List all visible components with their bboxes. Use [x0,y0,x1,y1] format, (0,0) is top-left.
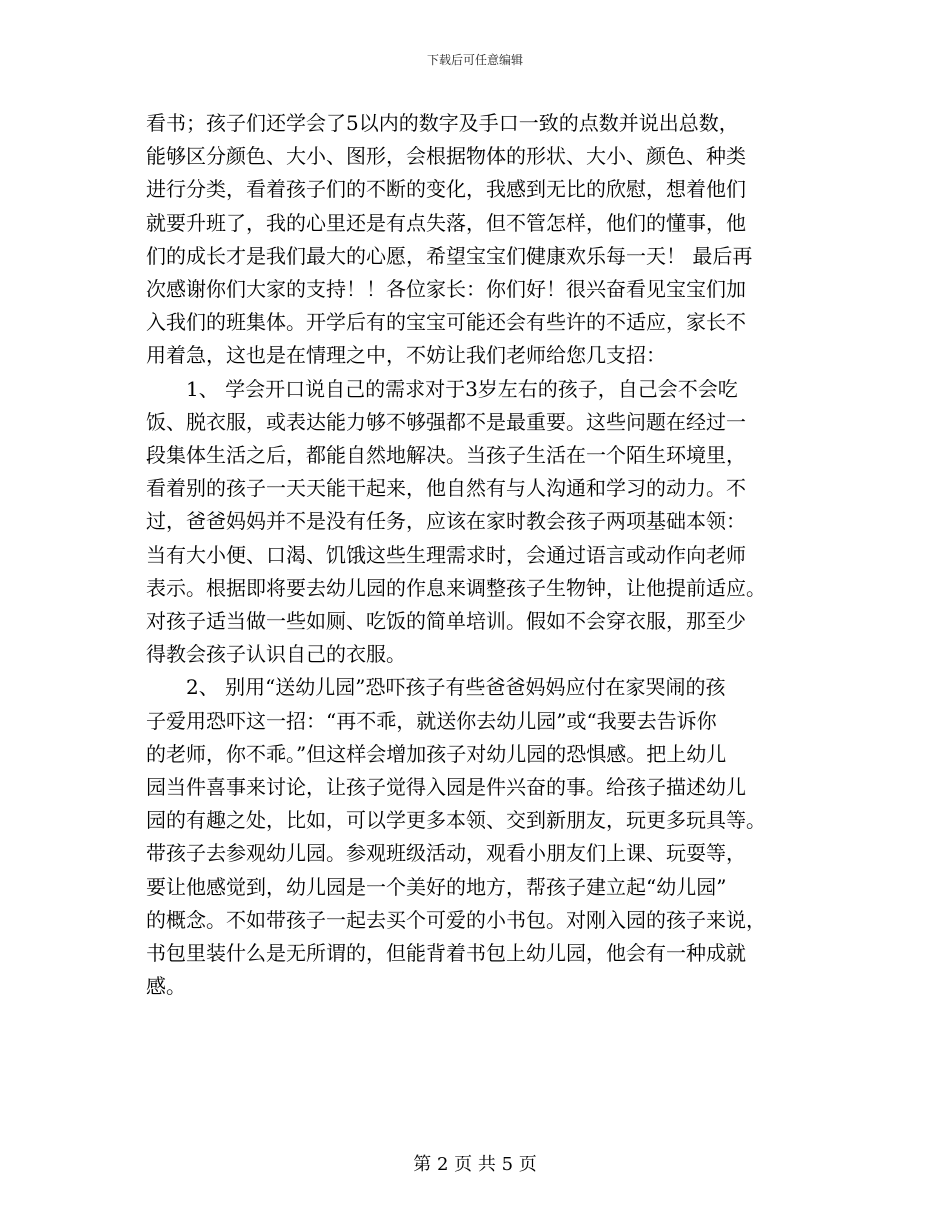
body-line: 子爱用恐吓这一招：“再不乖，就送你去幼儿园”或“我要去告诉你 [146,708,717,733]
body-line: 段集体生活之后，都能自然地解决。当孩子生活在一个陌生环境里， [146,443,746,468]
body-line: 的概念。不如带孩子一起去买个可爱的小书包。对刚入园的孩子来说， [146,907,766,932]
page-header-note: 下载后可任意编辑 [426,53,523,67]
body-line: 当有大小便、口渴、饥饿这些生理需求时，会通过语言或动作向老师 [146,542,746,567]
body-line: 带孩子去参观幼儿园。参观班级活动，观看小朋友们上课、玩耍等， [146,841,746,866]
body-line: 次感谢你们大家的支持！！各位家长：你们好！很兴奋看见宝宝们加 [146,277,746,302]
body-line: 的老师，你不乖。”但这样会增加孩子对幼儿园的恐惧感。把上幼儿 [146,741,727,766]
body-line: 感。 [146,974,186,999]
body-line: 们的成长才是我们最大的心愿，希望宝宝们健康欢乐每一天！ 最后再 [146,243,753,268]
body-line: 看着别的孩子一天天能干起来，他自然有与人沟通和学习的动力。不 [146,476,746,501]
body-line: 就要升班了，我的心里还是有点失落，但不管怎样，他们的懂事，他 [146,210,746,235]
body-line: 进行分类，看着孩子们的不断的变化，我感到无比的欣慰，想着他们 [146,177,746,202]
body-line: 用着急，这也是在情理之中，不妨让我们老师给您几支招： [146,343,666,368]
page-number: 第 2 页 共 5 页 [413,1154,537,1175]
body-line: 要让他感觉到，幼儿园是一个美好的地方，帮孩子建立起“幼儿园” [146,874,727,899]
body-line: 能够区分颜色、大小、图形，会根据物体的形状、大小、颜色、种类 [146,144,746,169]
body-line: 园的有趣之处，比如，可以学更多本领、交到新朋友，玩更多玩具等。 [146,808,766,833]
body-line: 对孩子适当做一些如厕、吃饭的简单培训。假如不会穿衣服，那至少 [146,609,746,634]
body-line: 看书；孩子们还学会了5以内的数字及手口一致的点数并说出总数， [146,111,739,135]
body-line: 书包里装什么是无所谓的，但能背着书包上幼儿园，他会有一种成就 [146,941,746,966]
body-line: 饭、脱衣服，或表达能力够不够强都不是最重要。这些问题在经过一 [146,409,746,434]
body-line: 表示。根据即将要去幼儿园的作息来调整孩子生物钟，让他提前适应。 [146,575,766,600]
body-line: 园当件喜事来讨论，让孩子觉得入园是件兴奋的事。给孩子描述幼儿 [146,775,746,800]
body-line: 1、 学会开口说自己的需求对于3岁左右的孩子，自己会不会吃 [186,376,738,401]
body-line: 得教会孩子认识自己的衣服。 [146,642,406,667]
body-line: 入我们的班集体。开学后有的宝宝可能还会有些许的不适应，家长不 [146,310,746,335]
body-line: 过，爸爸妈妈并不是没有任务，应该在家时教会孩子两项基础本领： [146,509,746,534]
body-line: 2、 别用“送幼儿园”恐吓孩子有些爸爸妈妈应付在家哭闹的孩 [186,675,726,700]
document-body [146,107,816,1003]
